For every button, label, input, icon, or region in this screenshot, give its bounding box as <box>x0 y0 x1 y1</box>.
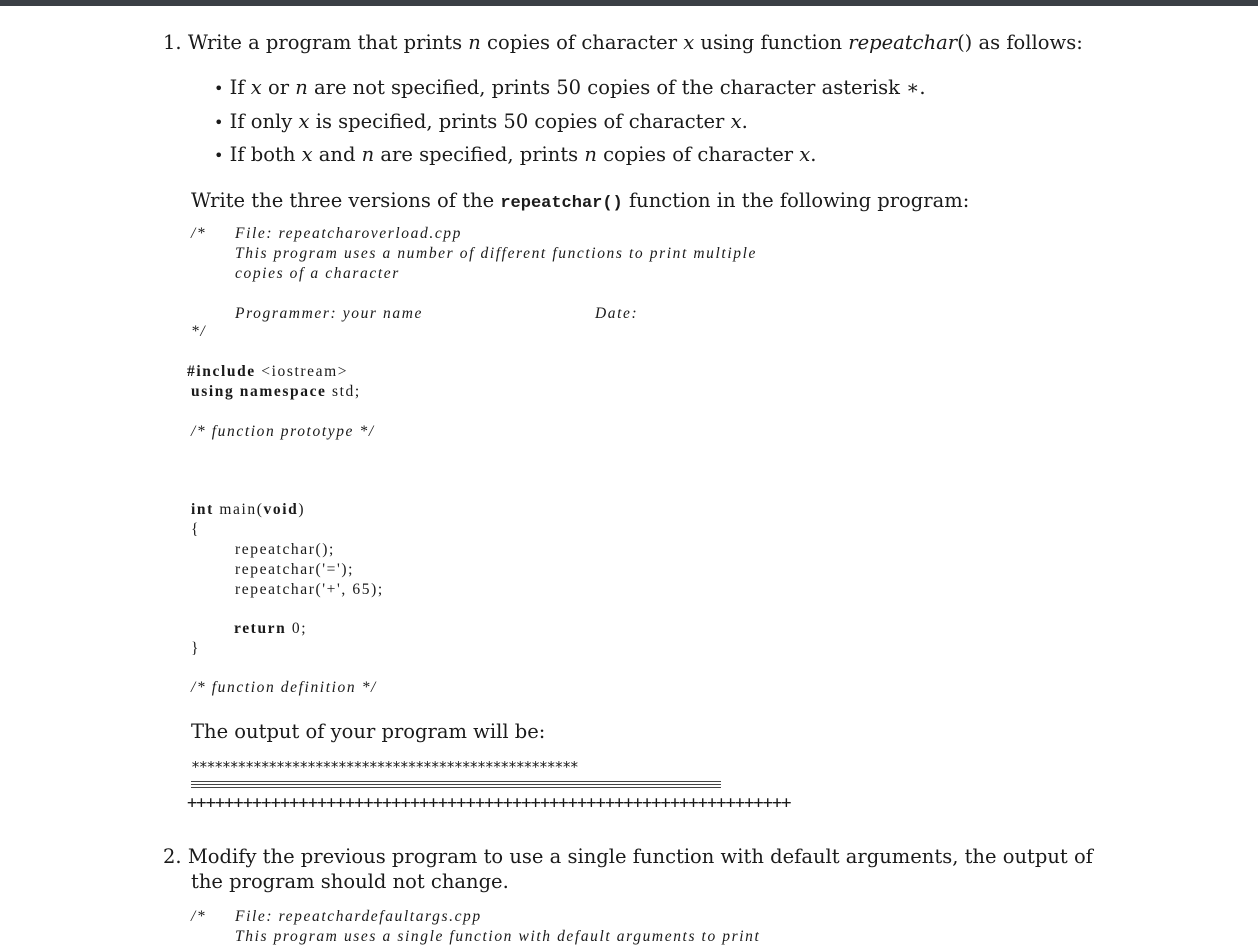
call-line: repeatchar('+', 65); <box>235 581 384 598</box>
comment-file-line: File: repeatcharoverload.cpp <box>235 225 463 242</box>
bullet-icon: • <box>214 146 224 165</box>
return-line: return 0; <box>234 620 308 637</box>
definition-comment: /* function definition */ <box>191 679 377 696</box>
comment-file-line: File: repeatchardefaultargs.cpp <box>235 908 482 925</box>
comment-desc-line: copies of a character <box>235 265 400 282</box>
prototype-comment: /* function prototype */ <box>191 423 375 440</box>
instruction-text: Write the three versions of the repeatchar() function in the following program: <box>191 189 970 213</box>
comment-desc-line: This program uses a number of different functions to print multiple <box>235 245 757 262</box>
question-number: 1. <box>163 31 182 54</box>
call-line: repeatchar(); <box>235 541 335 558</box>
comment-programmer: Programmer: your name <box>235 305 424 322</box>
include-line: #include <iostream> <box>187 363 349 380</box>
question-2-prompt: 2. Modify the previous program to use a single function with default arguments, the output of <box>163 845 1093 868</box>
main-signature: int main(void) <box>191 501 306 518</box>
bullet-icon: • <box>214 79 224 98</box>
output-stars: ************************************************** <box>191 758 578 776</box>
comment-date: Date: <box>595 305 639 322</box>
question-1-prompt: 1. Write a program that prints n copies of character x using function repeatchar() as follows: <box>163 31 1083 54</box>
call-line: repeatchar('='); <box>235 561 355 578</box>
comment-close: */ <box>191 323 207 340</box>
question-number: 2. <box>163 845 182 868</box>
comment-open: /* <box>191 225 207 242</box>
bullet-item: • If only x is specified, prints 50 copies of character x. <box>214 110 748 133</box>
output-label: The output of your program will be: <box>191 720 546 743</box>
brace-close: } <box>191 640 201 657</box>
comment-desc-line: This program uses a single function with default arguments to print <box>235 928 761 945</box>
output-equals-line <box>191 787 721 788</box>
using-line: using namespace std; <box>191 383 361 400</box>
top-edge-bar <box>0 0 1258 6</box>
output-equals-line <box>191 784 721 785</box>
brace-open: { <box>191 521 201 538</box>
bullet-item: • If both x and n are specified, prints n copies of character x. <box>214 143 817 166</box>
output-equals-line <box>191 781 721 782</box>
bullet-item: • If x or n are not specified, prints 50 copies of the character asterisk ∗. <box>214 76 926 99</box>
inline-code: repeatchar() <box>500 194 623 213</box>
bullet-icon: • <box>214 113 224 132</box>
comment-open: /* <box>191 908 207 925</box>
question-2-prompt-cont: the program should not change. <box>191 870 509 893</box>
output-plus: +++++++++++++++++++++++++++++++++++++++++++++++++++++++++++++++++ <box>187 793 791 813</box>
